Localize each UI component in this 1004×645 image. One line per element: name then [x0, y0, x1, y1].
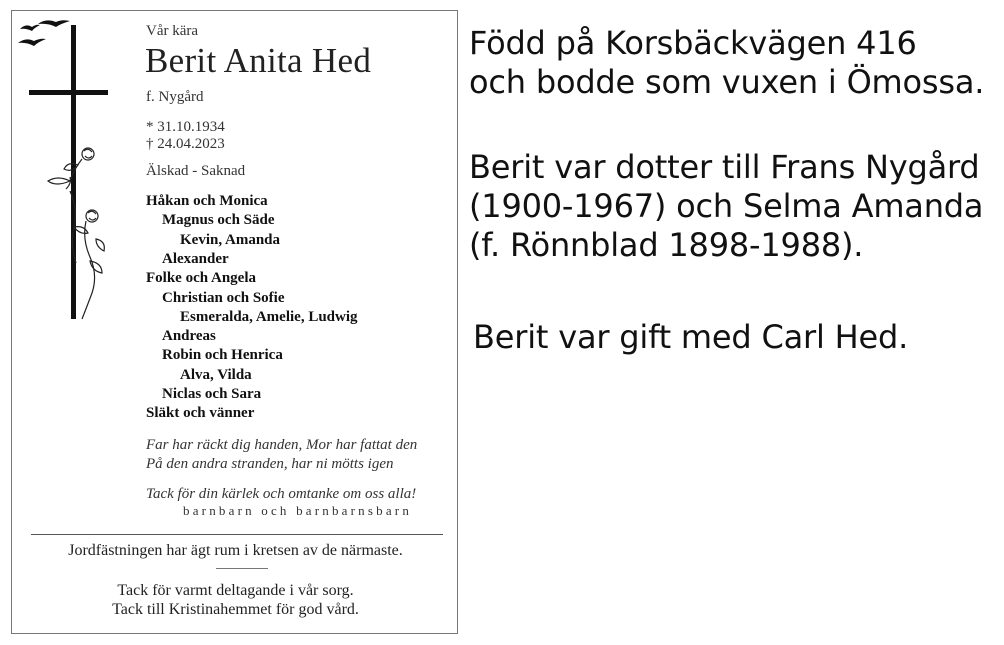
mourner-line: Håkan och Monica: [146, 193, 268, 209]
bio-line: Berit var dotter till Frans Nygård: [469, 148, 980, 186]
mourner-line: Niclas och Sara: [162, 386, 262, 402]
bio-line: Född på Korsbäckvägen 416: [469, 24, 917, 62]
death-date: † 24.04.2023: [146, 136, 225, 152]
mourner-line: Magnus och Säde: [162, 212, 275, 229]
intro-text: Vår kära: [146, 23, 199, 39]
mourner-line: Kevin, Amanda: [180, 231, 281, 248]
divider: [31, 534, 443, 535]
mourner-line: Släkt och vänner: [146, 405, 255, 422]
poem-line: På den andra stranden, har ni mötts igen: [146, 456, 394, 472]
divider: [216, 568, 268, 569]
birds-icon: [18, 20, 70, 46]
mourner-line: Alexander: [162, 250, 229, 267]
funeral-note: Jordfästningen har ägt rum i kretsen av de närmaste.: [68, 542, 403, 559]
bio-line: (f. Rönnblad 1898-1988).: [469, 226, 864, 264]
mourner-line: Christian och Sofie: [162, 289, 285, 306]
maiden-name: f. Nygård: [146, 89, 204, 105]
mourner-line: Andreas: [162, 328, 216, 345]
motto: Älskad - Saknad: [146, 163, 246, 179]
cross-with-roses-icon: [12, 11, 132, 341]
mourner-line: Alva, Vilda: [180, 366, 252, 383]
mourner-line: Robin och Henrica: [162, 347, 283, 364]
cross-icon: [29, 25, 108, 319]
obituary-notice: [11, 10, 458, 634]
bio-paragraph: [473, 318, 908, 357]
bio-line: (1900-1967) och Selma Amanda: [469, 187, 984, 225]
deceased-name: Berit Anita Hed: [145, 41, 372, 80]
poem-line: Far har räckt dig handen, Mor har fattat den: [146, 437, 418, 453]
bio-line: Berit var gift med Carl Hed.: [473, 318, 909, 356]
closing-line: Tack till Kristinahemmet för god vård.: [112, 601, 359, 618]
rose-icon: [48, 148, 104, 319]
mourner-line: Esmeralda, Amelie, Ludwig: [180, 308, 358, 325]
birth-date: * 31.10.1934: [146, 119, 225, 135]
bio-line: och bodde som vuxen i Ömossa.: [469, 63, 985, 101]
bio-paragraph: [469, 148, 983, 265]
signature: barnbarn och barnbarnsbarn: [183, 503, 413, 518]
bio-paragraph: [469, 24, 984, 102]
thanks-text: Tack för din kärlek och omtanke om oss alla!: [146, 486, 417, 502]
closing-line: Tack för varmt deltagande i vår sorg.: [117, 582, 354, 599]
mourner-line: Folke och Angela: [146, 270, 257, 287]
